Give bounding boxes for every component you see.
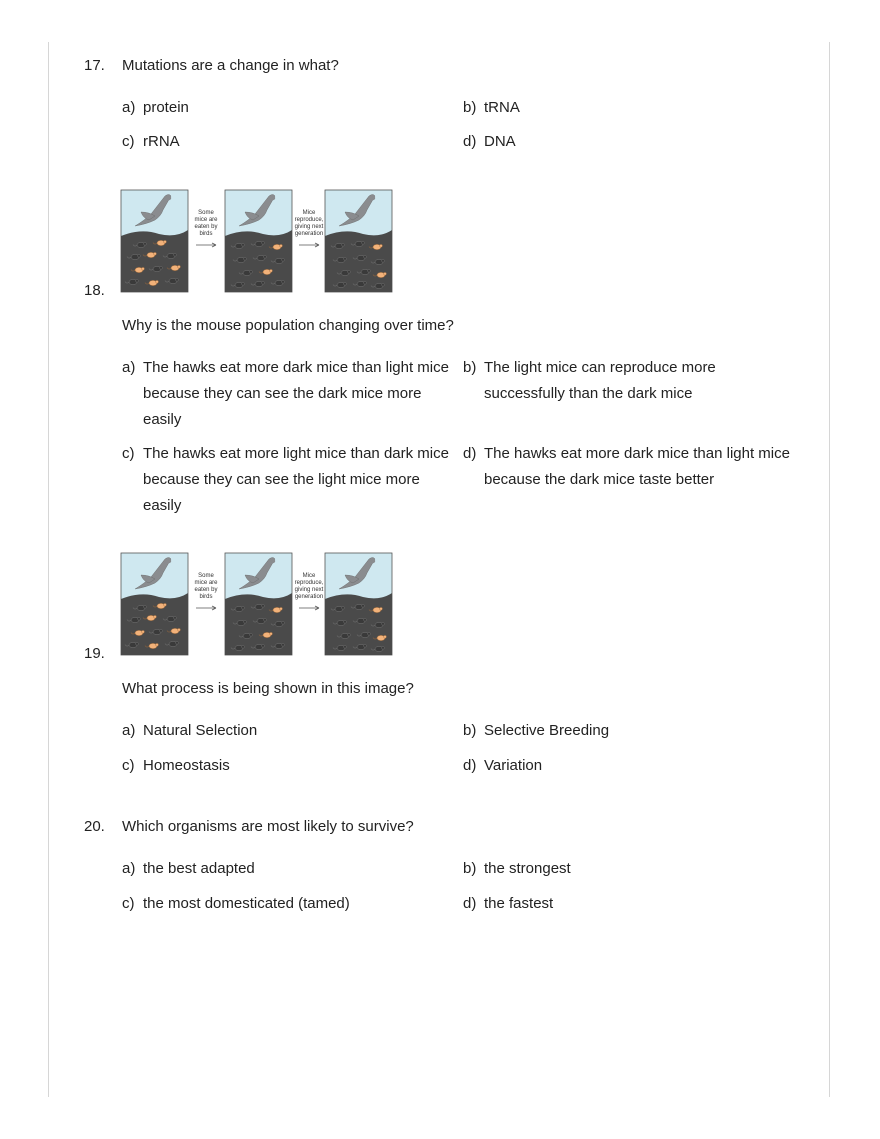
mouse-head xyxy=(384,272,387,275)
mouse-head xyxy=(368,632,371,635)
mouse-head xyxy=(384,635,387,638)
answer-option[interactable] xyxy=(463,355,793,407)
caption-line: mice are xyxy=(194,580,218,586)
figure-panel xyxy=(325,190,392,292)
answer-option[interactable] xyxy=(122,891,452,917)
mouse-head xyxy=(242,282,245,285)
figure-panel xyxy=(121,553,188,655)
hawk-head xyxy=(371,196,375,200)
option-text: Selective Breeding xyxy=(484,722,610,739)
mouse-head xyxy=(156,643,159,646)
option-letter: b) xyxy=(463,359,477,376)
hawk-head xyxy=(167,196,171,200)
mouse-head xyxy=(242,243,245,246)
mouse-head xyxy=(270,269,273,272)
mouse-head xyxy=(242,606,245,609)
answer-option[interactable] xyxy=(463,718,793,744)
caption-line: Some xyxy=(198,210,214,216)
mouse-population-figure xyxy=(120,189,395,295)
figure-panel xyxy=(325,553,392,655)
mouse-head xyxy=(174,253,177,256)
mouse-head xyxy=(262,281,265,284)
caption-line: Some xyxy=(198,573,214,579)
mouse-head xyxy=(144,242,147,245)
mouse-head xyxy=(282,643,285,646)
option-letter: a) xyxy=(122,860,136,877)
mouse-head xyxy=(264,255,267,258)
mouse-head xyxy=(164,603,167,606)
answer-option[interactable] xyxy=(122,441,452,519)
question-text: Which organisms are most likely to survive? xyxy=(122,818,414,835)
caption-line: birds xyxy=(199,594,213,600)
mouse-head xyxy=(142,267,145,270)
caption-line: generation xyxy=(294,231,324,237)
option-letter: a) xyxy=(122,722,136,739)
option-text: The hawks eat more dark mice than light mice because they can see the dark mice more easily xyxy=(143,359,449,428)
mouse-head xyxy=(282,258,285,261)
mouse-head xyxy=(362,241,365,244)
option-text: The hawks eat more dark mice than light mice because the dark mice taste better xyxy=(484,445,790,488)
question-number: 18. xyxy=(84,282,105,299)
caption-line: reproduce, xyxy=(294,580,324,586)
option-letter: b) xyxy=(463,99,477,116)
hawk-head xyxy=(371,559,375,563)
mouse-population-figure xyxy=(120,552,395,658)
mouse-head xyxy=(142,630,145,633)
mouse-head xyxy=(344,645,347,648)
answer-option[interactable] xyxy=(463,856,793,882)
option-letter: d) xyxy=(463,757,477,774)
answer-option[interactable] xyxy=(463,95,793,121)
mouse-head xyxy=(250,270,253,273)
caption-line: reproduce, xyxy=(294,217,324,223)
mouse-head xyxy=(344,620,347,623)
mouse-head xyxy=(270,632,273,635)
answer-option[interactable] xyxy=(122,355,452,433)
mouse-head xyxy=(160,266,163,269)
option-letter: b) xyxy=(463,860,477,877)
mouse-head xyxy=(282,621,285,624)
mouse-head xyxy=(282,280,285,283)
option-letter: c) xyxy=(122,445,135,462)
mouse-head xyxy=(280,607,283,610)
option-text: DNA xyxy=(484,133,516,150)
mouse-head xyxy=(344,282,347,285)
mouse-head xyxy=(364,255,367,258)
answer-option[interactable] xyxy=(122,95,452,121)
mouse-head xyxy=(382,283,385,286)
mouse-head xyxy=(262,604,265,607)
question-number: 20. xyxy=(84,818,105,835)
question-number: 19. xyxy=(84,645,105,662)
mouse-head xyxy=(136,642,139,645)
option-letter: c) xyxy=(122,757,135,774)
answer-option[interactable] xyxy=(463,129,793,155)
caption-line: giving next xyxy=(294,224,324,230)
mouse-head xyxy=(144,605,147,608)
mouse-head xyxy=(138,617,141,620)
figure-panel xyxy=(121,190,188,292)
answer-option[interactable] xyxy=(122,856,452,882)
answer-option[interactable] xyxy=(463,753,793,779)
option-letter: a) xyxy=(122,359,136,376)
mouse-head xyxy=(242,645,245,648)
caption-line: birds xyxy=(199,231,213,237)
figure-panel xyxy=(225,190,292,292)
question-text: What process is being shown in this image? xyxy=(122,680,414,697)
mouse-head xyxy=(156,280,159,283)
mouse-head xyxy=(344,257,347,260)
mouse-head xyxy=(348,633,351,636)
option-text: the strongest xyxy=(484,860,571,877)
mouse-head xyxy=(176,278,179,281)
answer-option[interactable] xyxy=(122,753,452,779)
option-letter: d) xyxy=(463,133,477,150)
mouse-head xyxy=(138,254,141,257)
caption-line: eaten by xyxy=(194,587,218,593)
hawk-head xyxy=(167,559,171,563)
mouse-head xyxy=(136,279,139,282)
caption-line: eaten by xyxy=(194,224,218,230)
mouse-head xyxy=(164,240,167,243)
option-letter: c) xyxy=(122,133,135,150)
option-text: tRNA xyxy=(484,99,520,116)
option-text: the most domesticated (tamed) xyxy=(143,895,350,912)
mouse-head xyxy=(262,644,265,647)
mouse-head xyxy=(176,641,179,644)
mouse-head xyxy=(342,606,345,609)
answer-option[interactable] xyxy=(463,441,793,493)
mouse-head xyxy=(380,244,383,247)
mouse-head xyxy=(244,620,247,623)
mouse-head xyxy=(348,270,351,273)
mouse-head xyxy=(364,644,367,647)
mouse-head xyxy=(174,616,177,619)
mouse-head xyxy=(368,269,371,272)
option-text: Homeostasis xyxy=(143,757,230,774)
mouse-head xyxy=(250,633,253,636)
answer-option[interactable] xyxy=(122,718,452,744)
hawk-head xyxy=(271,559,275,563)
figure-panel xyxy=(225,553,292,655)
mouse-head xyxy=(178,265,181,268)
mouse-head xyxy=(154,252,157,255)
mouse-head xyxy=(364,281,367,284)
mouse-head xyxy=(382,646,385,649)
mouse-head xyxy=(362,604,365,607)
mouse-head xyxy=(380,607,383,610)
mouse-head xyxy=(262,241,265,244)
question-number: 17. xyxy=(84,57,105,74)
caption-line: Mice xyxy=(302,573,316,579)
hawk-head xyxy=(271,196,275,200)
mouse-head xyxy=(382,259,385,262)
option-letter: d) xyxy=(463,445,477,462)
mouse-head xyxy=(382,622,385,625)
option-letter: d) xyxy=(463,895,477,912)
answer-option[interactable] xyxy=(122,129,452,155)
option-letter: b) xyxy=(463,722,477,739)
caption-line: giving next xyxy=(294,587,324,593)
mouse-head xyxy=(244,257,247,260)
caption-line: Mice xyxy=(302,210,316,216)
option-letter: a) xyxy=(122,99,136,116)
mouse-head xyxy=(264,618,267,621)
mouse-head xyxy=(342,243,345,246)
question-text: Mutations are a change in what? xyxy=(122,57,339,74)
option-text: the best adapted xyxy=(143,860,255,877)
caption-line: generation xyxy=(294,594,324,600)
option-text: Variation xyxy=(484,757,543,774)
option-text: rRNA xyxy=(143,133,180,150)
mouse-head xyxy=(280,244,283,247)
mouse-head xyxy=(160,629,163,632)
mouse-head xyxy=(154,615,157,618)
option-text: Natural Selection xyxy=(143,722,258,739)
caption-line: mice are xyxy=(194,217,218,223)
option-text: The hawks eat more light mice than dark mice because they can see the light mice more easily xyxy=(143,445,449,514)
question-text: Why is the mouse population changing over time? xyxy=(122,317,454,334)
answer-option[interactable] xyxy=(463,891,793,917)
option-text: the fastest xyxy=(484,895,554,912)
mouse-head xyxy=(364,618,367,621)
option-letter: c) xyxy=(122,895,135,912)
option-text: protein xyxy=(143,99,189,116)
mouse-head xyxy=(178,628,181,631)
option-text: The light mice can reproduce more successfully than the dark mice xyxy=(484,359,716,402)
